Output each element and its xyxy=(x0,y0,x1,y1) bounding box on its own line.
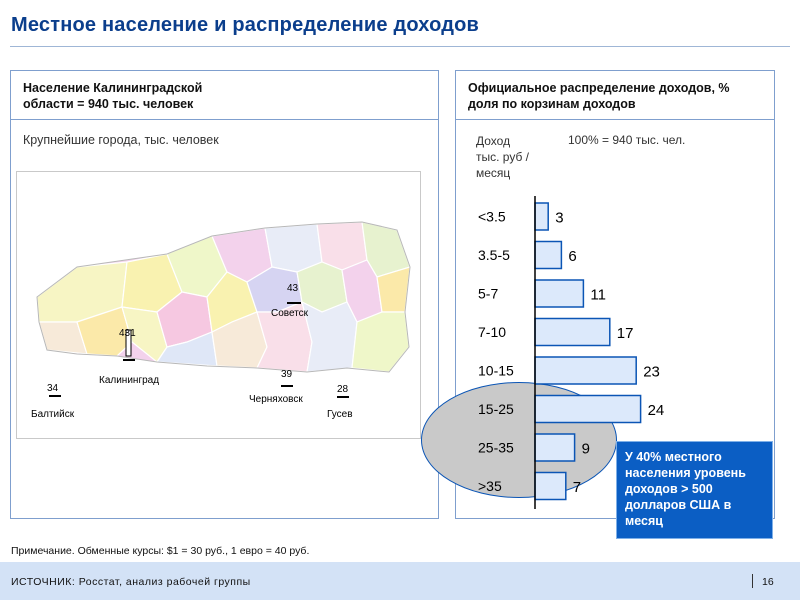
footer-separator xyxy=(752,574,753,588)
value-label-0: 3 xyxy=(555,209,564,227)
page-title: Местное население и распределение доходов xyxy=(11,14,480,36)
value-label-5: 24 xyxy=(647,402,665,419)
page-number: 16 xyxy=(762,576,774,588)
value-label-3: 17 xyxy=(616,325,634,342)
category-label-1: 3.5-5 xyxy=(478,247,510,263)
income-column-line2: тыс. руб / xyxy=(476,150,530,164)
category-label-0: <3.5 xyxy=(478,208,506,225)
bar-7 xyxy=(535,473,566,500)
bar-1 xyxy=(535,242,561,269)
bar-5 xyxy=(535,396,641,423)
cities-subheading: Крупнейшие города, тыс. человек xyxy=(23,133,219,147)
income-heading-line1: Официальное распределение доходов, % xyxy=(468,81,730,95)
population-heading-line2: области = 940 тыс. человек xyxy=(23,97,194,111)
value-label-2: 11 xyxy=(590,286,606,304)
category-label-3: 7-10 xyxy=(478,324,507,340)
exchange-rate-note: Примечание. Обменные курсы: $1 = 30 руб., 1 евро = 40 руб. xyxy=(11,545,310,557)
footer-source: ИСТОЧНИК: Росстат, анализ рабочей группы xyxy=(11,576,251,588)
category-label-7: >35 xyxy=(478,478,502,494)
income-column-line3: месяц xyxy=(476,166,511,180)
value-label-7: 7 xyxy=(572,479,582,496)
city-name-sovetsk: Советск xyxy=(271,308,309,319)
city-name-chernyakhovsk: Черняховск xyxy=(249,394,303,405)
value-label-6: 9 xyxy=(581,440,590,458)
bar-4 xyxy=(535,357,636,384)
income-heading-line2: доля по корзинам доходов xyxy=(468,97,636,111)
city-name-gusev: Гусев xyxy=(327,409,353,420)
city-value-gusev: 28 xyxy=(337,384,349,395)
city-value-baltiysk: 34 xyxy=(47,383,59,394)
category-label-2: 5-7 xyxy=(478,285,499,302)
income-column-line1: Доход xyxy=(476,134,511,148)
value-label-4: 23 xyxy=(643,363,660,381)
category-label-4: 10-15 xyxy=(478,362,514,379)
total-header: 100% = 940 тыс. чел. xyxy=(568,133,686,147)
callout-box: У 40% местного населения уровень доходов > 500 долларов США в месяц xyxy=(616,441,773,539)
category-label-5: 15-25 xyxy=(478,401,514,417)
bar-3 xyxy=(535,319,610,346)
city-value-chernyakhovsk: 39 xyxy=(281,369,293,380)
category-label-6: 25-35 xyxy=(478,439,514,456)
city-name-baltiysk: Балтийск xyxy=(31,409,75,420)
city-value-sovetsk: 43 xyxy=(287,283,299,294)
city-name-kaliningrad: Калининград xyxy=(99,375,160,386)
population-heading-line1: Население Калининградской xyxy=(23,81,203,95)
bar-6 xyxy=(535,434,575,461)
city-value-kaliningrad: 431 xyxy=(119,328,136,339)
bar-0 xyxy=(535,203,548,230)
value-label-1: 6 xyxy=(568,248,577,265)
bar-2 xyxy=(535,280,583,307)
